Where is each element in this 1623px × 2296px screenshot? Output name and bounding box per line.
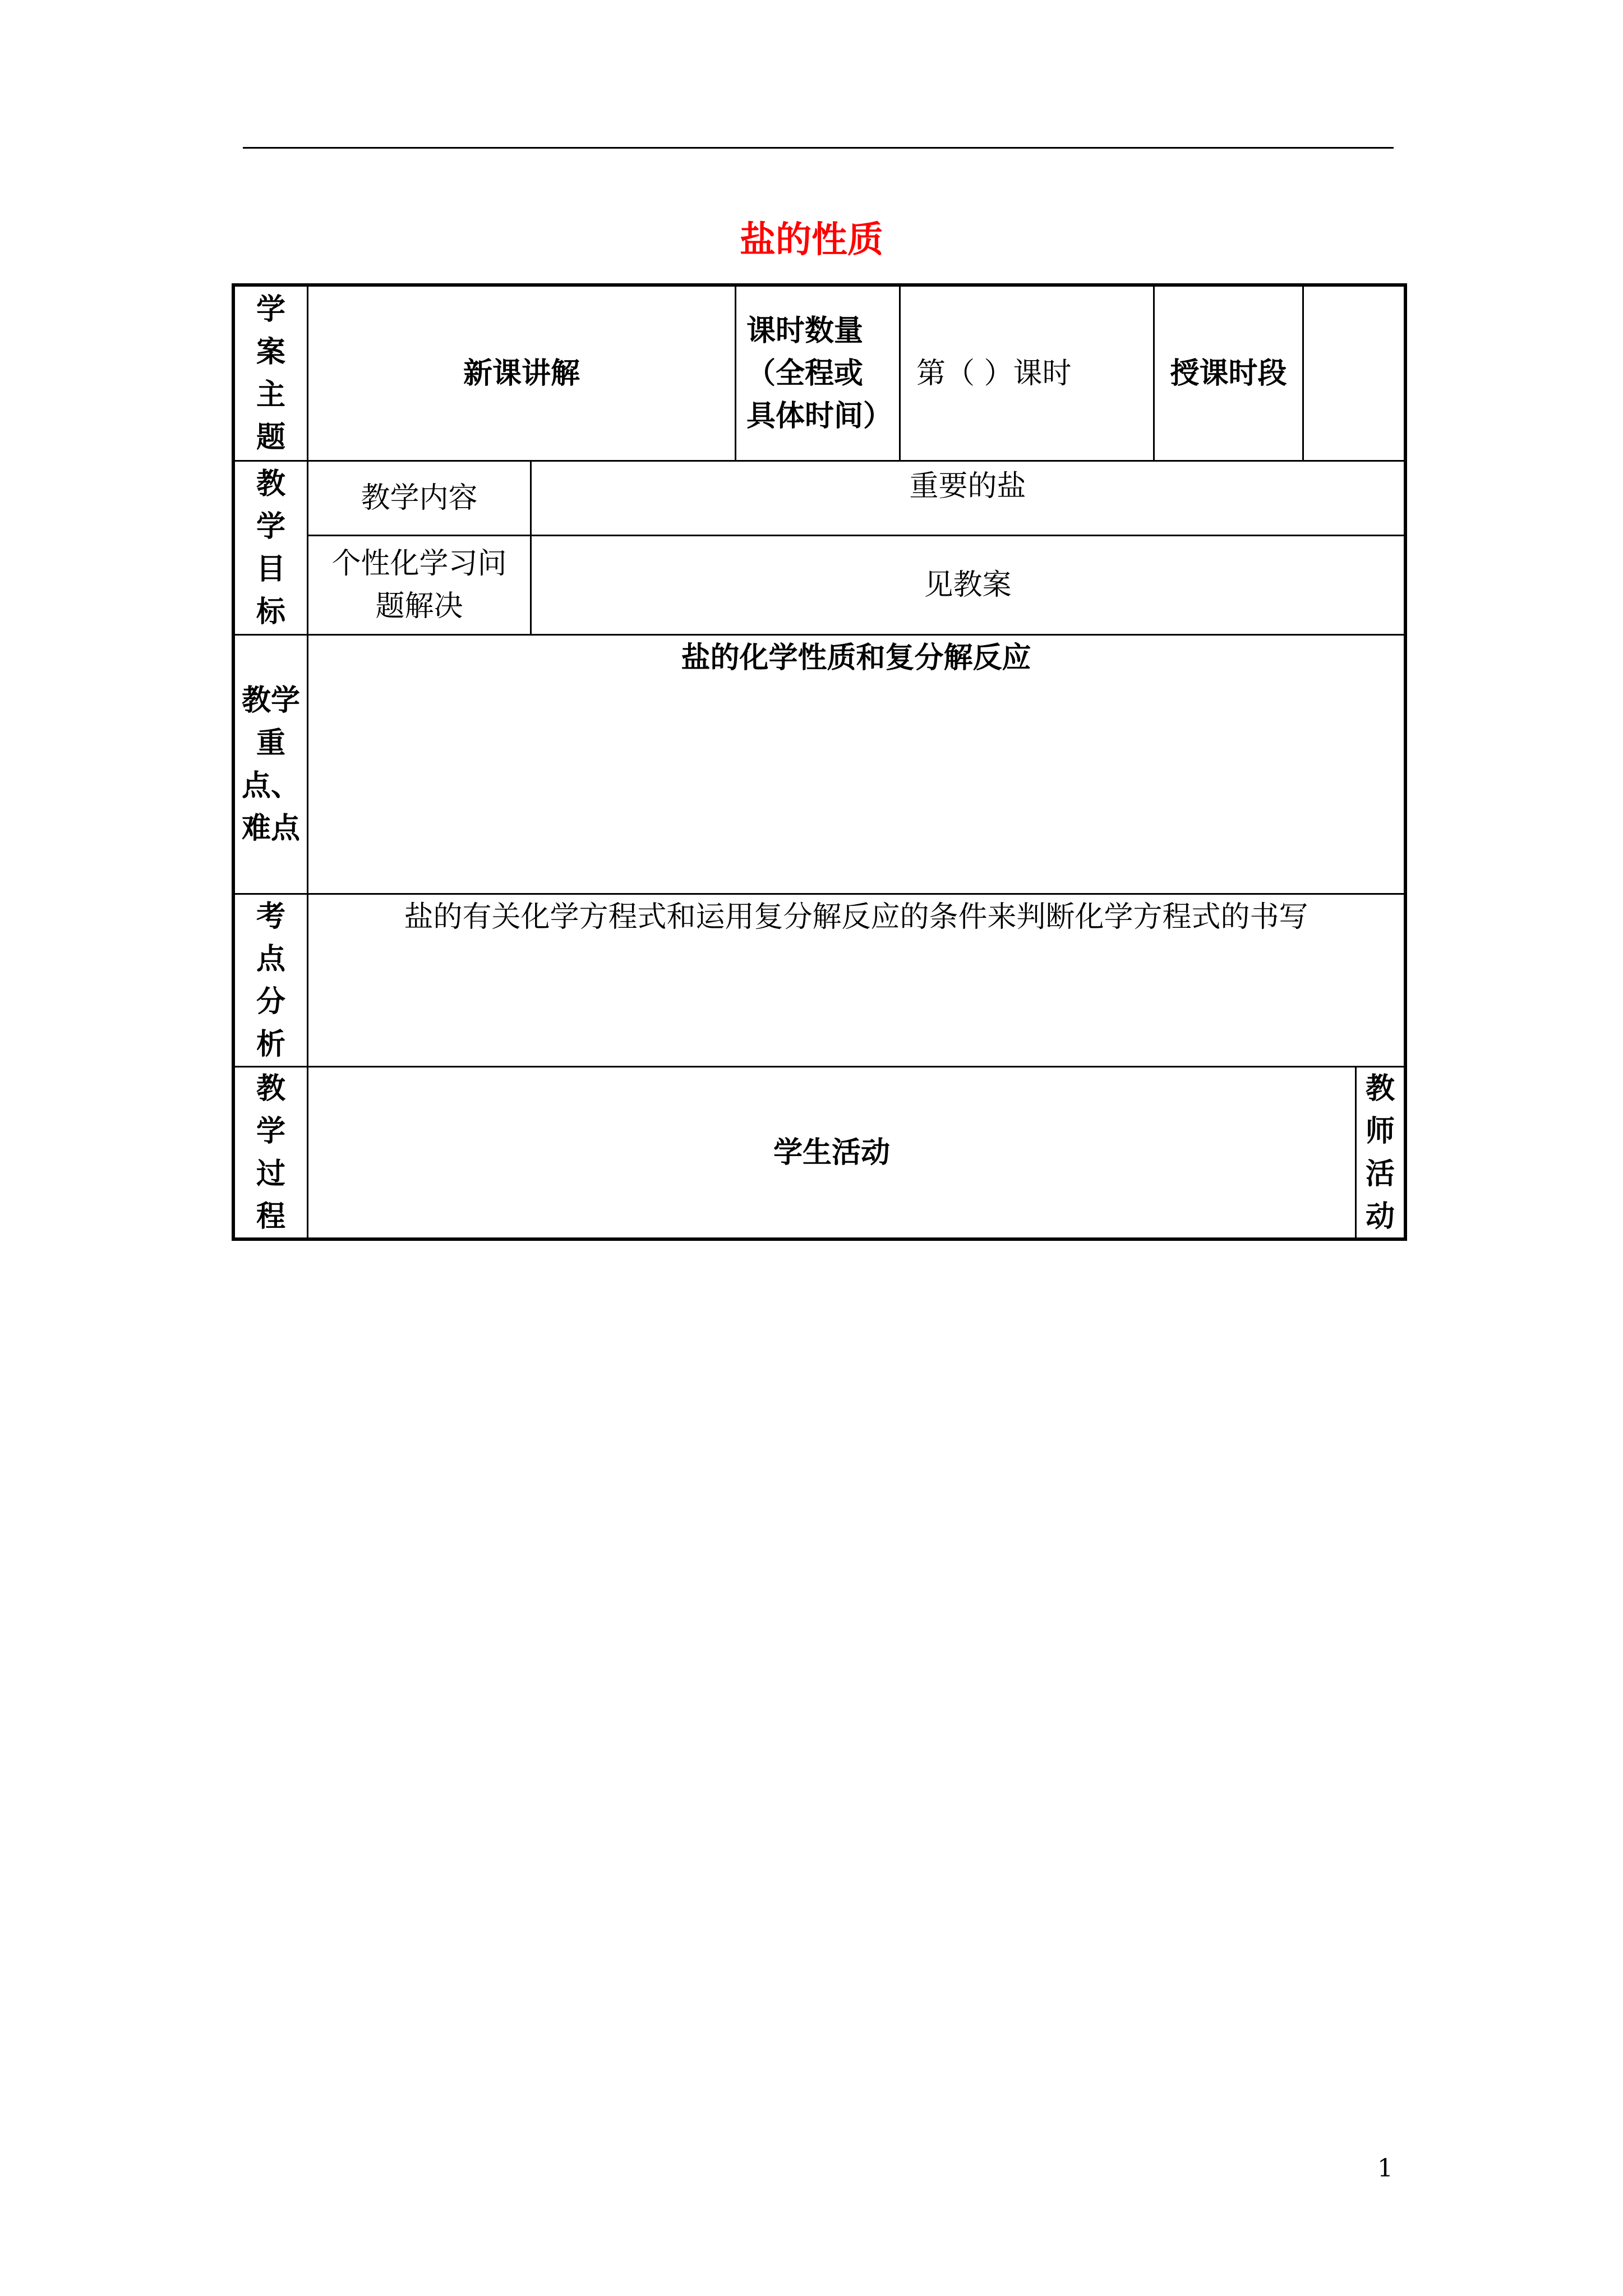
topic-label: 学案主题: [256, 292, 286, 454]
teacher-activity-label: 教师活动: [1366, 1071, 1395, 1234]
personal-value: 见教案: [924, 568, 1012, 602]
content-label: 教学内容: [361, 481, 478, 515]
content-value: 重要的盐: [909, 470, 1026, 503]
exam-label: 考点分析: [256, 899, 286, 1061]
period-label: 授课时段: [1170, 356, 1287, 390]
keypoints-label: 教学重点、难点: [242, 683, 301, 845]
exam-value: 盐的有关化学方程式和运用复分解反应的条件来判断化学方程式的书写: [404, 900, 1308, 934]
goals-label: 教学目标: [256, 466, 286, 629]
student-activity-label: 学生活动: [773, 1135, 890, 1170]
keypoints-value: 盐的化学性质和复分解反应: [681, 641, 1031, 675]
topic-value: 新课讲解: [463, 356, 580, 390]
document-title: 盐的性质: [740, 219, 883, 261]
hours-value: 第（ ）课时: [916, 356, 1072, 390]
process-label: 教学过程: [256, 1071, 286, 1234]
hours-label: 课时数量（全程或具体时间）: [746, 313, 893, 433]
page-number: 1: [1377, 2154, 1393, 2183]
period-value: [1304, 287, 1404, 460]
table-border-bottom: [232, 1237, 1407, 1241]
personal-label: 个性化学习问题解决: [331, 547, 507, 623]
table-border-right: [1404, 283, 1407, 1241]
